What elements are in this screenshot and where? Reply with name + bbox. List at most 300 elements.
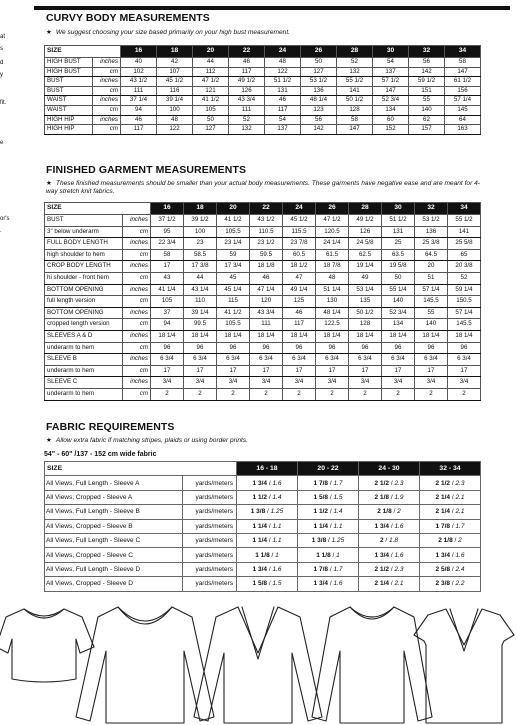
measurement-value: 96 [382, 342, 415, 354]
fabric-row [45, 562, 481, 576]
measurement-value: 96 [283, 342, 316, 354]
measurement-unit: inches [123, 215, 151, 227]
star-icon: ★ [46, 437, 52, 444]
measurement-value: 59.5 [250, 249, 283, 261]
measurement-value: 2 [184, 388, 217, 400]
measurement-row [45, 388, 481, 400]
measurement-value: 3/4 [382, 377, 415, 389]
measurement-unit: cm [123, 272, 151, 284]
meters-value: 1.5 [333, 493, 343, 501]
yards-value: 2 1/2 [374, 479, 390, 487]
amount-separator: / [389, 565, 395, 573]
size-group-header: 20 - 22 [298, 462, 359, 476]
measurement-value: 41 1/4 [151, 284, 184, 296]
edge-text: y [0, 72, 3, 78]
amount-separator: / [389, 551, 395, 559]
measurement-value: 43 1/2 [250, 215, 283, 227]
measurement-value: 25 5/8 [448, 238, 481, 250]
measurement-label: HIGH HIP [45, 115, 93, 125]
edge-text: fit. [0, 100, 7, 106]
measurement-value: 6 3/4 [151, 354, 184, 366]
measurement-row [45, 215, 481, 227]
measurement-value: 51 [415, 272, 448, 284]
measurement-value: 105 [151, 296, 184, 308]
measurement-value: 96 [151, 342, 184, 354]
measurement-value: 140 [415, 319, 448, 331]
fabric-amount [420, 519, 481, 533]
amount-separator: / [450, 551, 456, 559]
measurement-value: 17 [184, 365, 217, 377]
measurement-value: 107 [157, 67, 193, 77]
measurement-value: 55 1/4 [382, 284, 415, 296]
measurement-value: 48 [265, 58, 301, 68]
amount-separator: / [267, 537, 273, 545]
measurement-value: 46 [121, 115, 157, 125]
measurement-value: 18 1/4 [250, 330, 283, 342]
amount-separator: / [328, 508, 334, 516]
yards-value: 1 3/4 [374, 522, 390, 530]
yards-value: 1 3/4 [435, 551, 451, 559]
size-header-label: SIZE [45, 462, 237, 476]
measurement-value: 6 3/4 [283, 354, 316, 366]
size-group-header: 16 - 18 [237, 462, 298, 476]
fabric-amount [359, 533, 420, 547]
measurement-value: 17 3/4 [217, 261, 250, 273]
size-group-header: 24 - 30 [359, 462, 420, 476]
view-label: All Views, Cropped - Sleeve C [45, 548, 183, 562]
measurement-unit: cm [123, 342, 151, 354]
fabric-amount [420, 548, 481, 562]
size-column-header: 34 [445, 46, 481, 58]
yards-value: 2 5/8 [435, 565, 451, 573]
fabric-header-row [45, 462, 481, 476]
edge-text: or's [0, 216, 10, 222]
yards-meters-unit: yards/meters [183, 490, 237, 504]
measurement-value: 48 [316, 272, 349, 284]
yards-value: 1 3/4 [252, 565, 268, 573]
measurement-value: 37 1/2 [151, 215, 184, 227]
size-column-header: 26 [301, 46, 337, 58]
measurement-value: 47 1/4 [250, 284, 283, 296]
fabric-note [46, 437, 486, 445]
finished-note [46, 180, 486, 196]
measurement-row [45, 67, 481, 77]
measurement-value: 6 3/4 [448, 354, 481, 366]
meters-value: 2 [458, 537, 462, 545]
measurement-value: 18 1/4 [217, 330, 250, 342]
size-column-header: 28 [337, 46, 373, 58]
measurement-value: 53 1/2 [301, 77, 337, 87]
measurement-value: 105.5 [217, 319, 250, 331]
measurement-value: 55 1/2 [448, 215, 481, 227]
measurement-value: 126 [229, 86, 265, 96]
meters-value: 2.1 [394, 580, 404, 588]
measurement-value: 111 [121, 86, 157, 96]
measurement-value: 17 [415, 365, 448, 377]
measurement-value: 18 1/8 [250, 261, 283, 273]
meters-value: 1.7 [333, 479, 343, 487]
measurement-value: 53 1/2 [415, 215, 448, 227]
yards-value: 1 3/4 [313, 580, 329, 588]
long-sleeve-scoop-neck-icon [76, 607, 214, 723]
yards-value: 1 1/4 [252, 537, 268, 545]
measurement-value: 2 [316, 388, 349, 400]
fabric-note-text: Allow extra fabric if matching stripes, plaids or using border prints. [55, 437, 248, 444]
measurement-value: 43 1/2 [121, 77, 157, 87]
measurement-value: 3/4 [316, 377, 349, 389]
meters-value: 1.8 [389, 537, 399, 545]
measurement-row [45, 307, 481, 319]
measurement-value: 96 [349, 342, 382, 354]
size-header-label: SIZE [45, 46, 121, 58]
fabric-amount [298, 577, 359, 591]
measurement-label: HIGH HIP [45, 125, 93, 135]
yards-meters-unit: yards/meters [183, 548, 237, 562]
yards-value: 1 1/4 [313, 522, 329, 530]
measurement-value: 17 [283, 365, 316, 377]
measurement-row [45, 96, 481, 106]
measurement-value: 111 [250, 319, 283, 331]
measurement-value: 95 [151, 226, 184, 238]
measurement-row [45, 115, 481, 125]
measurement-value: 6 3/4 [250, 354, 283, 366]
measurement-value: 17 [217, 365, 250, 377]
measurement-value: 145.5 [448, 319, 481, 331]
meters-value: 2.2 [455, 580, 465, 588]
amount-separator: / [383, 537, 390, 545]
measurement-value: 17 [448, 365, 481, 377]
measurement-unit: inches [123, 238, 151, 250]
garment-illustrations [0, 605, 516, 725]
measurement-row [45, 365, 481, 377]
cropped-top-sleeve-b-icon [0, 609, 94, 682]
measurement-value: 120.5 [316, 226, 349, 238]
measurement-label: high shoulder to hem [45, 249, 123, 261]
measurement-value: 131 [265, 86, 301, 96]
measurement-value: 22 3/4 [151, 238, 184, 250]
measurement-value: 6 3/4 [217, 354, 250, 366]
amount-separator: / [267, 493, 273, 501]
measurement-value: 57 1/4 [448, 307, 481, 319]
measurement-value: 58 [337, 115, 373, 125]
measurement-value: 63.5 [382, 249, 415, 261]
fabric-amount [359, 577, 420, 591]
measurement-value: 57 1/4 [415, 284, 448, 296]
measurement-value: 117 [121, 125, 157, 135]
top-rule [34, 6, 510, 10]
measurement-value: 59 [217, 249, 250, 261]
fabric-row [45, 533, 481, 547]
measurement-unit: inches [123, 330, 151, 342]
measurement-unit: cm [93, 67, 121, 77]
measurement-value: 46 [250, 272, 283, 284]
measurement-value: 117 [283, 319, 316, 331]
view-label: All Views, Cropped - Sleeve B [45, 519, 183, 533]
fabric-amount [298, 519, 359, 533]
measurement-value: 141 [337, 86, 373, 96]
measurement-value: 61.5 [316, 249, 349, 261]
measurement-label: HIGH BUST [45, 58, 93, 68]
measurement-value: 55 [415, 307, 448, 319]
amount-separator: / [328, 580, 334, 588]
measurement-unit: cm [93, 125, 121, 135]
amount-separator: / [267, 479, 273, 487]
measurement-value: 58 [151, 249, 184, 261]
measurement-value: 42 [157, 58, 193, 68]
measurement-value: 3/4 [349, 377, 382, 389]
measurement-value: 2 [415, 388, 448, 400]
yards-value: 1 3/4 [374, 551, 390, 559]
measurement-unit: inches [93, 96, 121, 106]
finished-section-title: FINISHED GARMENT MEASUREMENTS [46, 164, 247, 176]
measurement-value: 140 [409, 105, 445, 115]
measurement-value: 18 1/4 [151, 330, 184, 342]
measurement-label: SLEEVE B [45, 354, 123, 366]
measurement-value: 127 [301, 67, 337, 77]
fabric-row [45, 505, 481, 519]
measurement-value: 50 [301, 58, 337, 68]
measurement-value: 20 3/8 [448, 261, 481, 273]
measurement-unit: cm [93, 86, 121, 96]
measurement-value: 117 [229, 67, 265, 77]
measurement-value: 123 [301, 105, 337, 115]
yards-value: 2 1/8 [377, 508, 392, 516]
measurement-label: underarm to hem [45, 365, 123, 377]
view-label: All Views, Cropped - Sleeve A [45, 490, 183, 504]
size-column-header: 26 [316, 203, 349, 215]
measurement-value: 141 [448, 226, 481, 238]
yards-meters-unit: yards/meters [183, 533, 237, 547]
star-icon: ★ [46, 29, 52, 36]
meters-value: 2 [397, 508, 401, 516]
measurement-value: 52 3/4 [382, 307, 415, 319]
measurement-value: 2 [448, 388, 481, 400]
fabric-amount [298, 476, 359, 490]
size-column-header: 22 [250, 203, 283, 215]
yards-value: 1 1/8 [255, 551, 270, 559]
fabric-amount [298, 562, 359, 576]
measurement-value: 3/4 [184, 377, 217, 389]
measurement-value: 64.5 [415, 249, 448, 261]
fabric-amount [420, 577, 481, 591]
measurement-value: 147 [337, 125, 373, 135]
measurement-value: 52 [448, 272, 481, 284]
view-label: All Views, Full Length - Sleeve A [45, 476, 183, 490]
measurement-row [45, 86, 481, 96]
measurement-value: 96 [250, 342, 283, 354]
measurement-value: 18 1/2 [283, 261, 316, 273]
edge-text: d [0, 60, 4, 66]
size-header-row [45, 46, 481, 58]
measurement-unit: cm [123, 296, 151, 308]
measurement-unit: inches [123, 284, 151, 296]
meters-value: 1.4 [333, 508, 343, 516]
fabric-width-subtitle: 54" - 60" /137 - 152 cm wide fabric [44, 451, 157, 458]
fabric-amount [298, 533, 359, 547]
amount-separator: / [328, 522, 334, 530]
fabric-amount [359, 476, 420, 490]
meters-value: 1.7 [455, 522, 465, 530]
meters-value: 1.6 [394, 551, 404, 559]
measurement-value: 45 1/2 [283, 215, 316, 227]
fabric-row [45, 476, 481, 490]
measurement-value: 94 [151, 319, 184, 331]
amount-separator: / [267, 565, 273, 573]
measurement-value: 136 [415, 226, 448, 238]
measurement-value: 23 1/2 [250, 238, 283, 250]
measurement-value: 145 [445, 105, 481, 115]
fabric-section-title: FABRIC REQUIREMENTS [46, 421, 175, 433]
measurement-value: 100 [184, 226, 217, 238]
measurement-label: BUST [45, 215, 123, 227]
measurement-value: 110.5 [250, 226, 283, 238]
measurement-label: SLEEVES A & D [45, 330, 123, 342]
measurement-unit: inches [93, 77, 121, 87]
meters-value: 1.6 [455, 551, 465, 559]
measurement-unit: inches [123, 261, 151, 273]
measurement-value: 3/4 [448, 377, 481, 389]
curvy-section-title: CURVY BODY MEASUREMENTS [46, 12, 210, 24]
measurement-value: 135 [349, 296, 382, 308]
measurement-value: 43 [151, 272, 184, 284]
fabric-amount [420, 562, 481, 576]
measurement-label: underarm to hem [45, 342, 123, 354]
measurement-value: 52 [337, 58, 373, 68]
measurement-value: 19 5/8 [382, 261, 415, 273]
measurement-value: 94 [121, 105, 157, 115]
amount-separator: / [389, 522, 395, 530]
measurement-value: 115 [217, 296, 250, 308]
measurement-value: 152 [373, 125, 409, 135]
measurement-value: 6 3/4 [316, 354, 349, 366]
yards-value: 2 1/2 [374, 565, 390, 573]
fabric-amount [237, 533, 298, 547]
finished-measurements-table [44, 202, 481, 401]
fabric-amount [237, 490, 298, 504]
long-sleeve-round-neck-icon [312, 607, 432, 723]
amount-separator: / [391, 508, 398, 516]
measurement-value: 19 1/4 [349, 261, 382, 273]
size-column-header: 30 [382, 203, 415, 215]
yards-meters-unit: yards/meters [183, 476, 237, 490]
measurement-value: 59 1/2 [409, 77, 445, 87]
size-header-row [45, 203, 481, 215]
amount-separator: / [267, 522, 273, 530]
fabric-row [45, 490, 481, 504]
measurement-value: 62 [409, 115, 445, 125]
measurement-row [45, 342, 481, 354]
measurement-value: 60 [373, 115, 409, 125]
size-column-header: 30 [373, 46, 409, 58]
fabric-amount [298, 505, 359, 519]
meters-value: 1.5 [272, 580, 282, 588]
measurement-value: 17 [349, 365, 382, 377]
measurement-value: 132 [229, 125, 265, 135]
size-column-header: 24 [265, 46, 301, 58]
measurement-value: 120 [250, 296, 283, 308]
measurement-row [45, 238, 481, 250]
measurement-value: 41 1/2 [217, 307, 250, 319]
measurement-row [45, 354, 481, 366]
amount-separator: / [269, 551, 276, 559]
measurement-value: 125 [283, 296, 316, 308]
measurement-row [45, 296, 481, 308]
measurement-value: 137 [373, 67, 409, 77]
size-column-header: 22 [229, 46, 265, 58]
amount-separator: / [265, 508, 271, 516]
measurement-value: 37 [151, 307, 184, 319]
amount-separator: / [328, 493, 334, 501]
measurement-value: 122.5 [316, 319, 349, 331]
yards-value: 2 1/2 [435, 479, 451, 487]
amount-separator: / [450, 580, 456, 588]
measurement-unit: cm [93, 105, 121, 115]
amount-separator: / [267, 580, 273, 588]
measurement-row [45, 105, 481, 115]
measurement-value: 18 1/4 [316, 330, 349, 342]
meters-value: 1.25 [270, 508, 284, 516]
measurement-value: 128 [337, 105, 373, 115]
measurement-value: 105.5 [217, 226, 250, 238]
measurement-label: CROP BODY LENGTH [45, 261, 123, 273]
size-column-header: 28 [349, 203, 382, 215]
measurement-unit: cm [123, 249, 151, 261]
measurement-value: 46 [283, 307, 316, 319]
measurement-value: 49 1/2 [349, 215, 382, 227]
measurement-value: 57 1/2 [373, 77, 409, 87]
measurement-value: 3/4 [217, 377, 250, 389]
measurement-value: 2 [151, 388, 184, 400]
measurement-value: 18 1/4 [415, 330, 448, 342]
fabric-amount [237, 577, 298, 591]
measurement-value: 56 [301, 115, 337, 125]
amount-separator: / [326, 537, 332, 545]
measurement-value: 60.5 [283, 249, 316, 261]
view-label: All Views, Cropped - Sleeve D [45, 577, 183, 591]
measurement-value: 51 1/2 [382, 215, 415, 227]
yards-value: 1 7/8 [313, 479, 329, 487]
meters-value: 1.1 [333, 522, 343, 530]
amount-separator: / [389, 493, 395, 501]
measurement-label: BOTTOM OPENING [45, 284, 123, 296]
measurement-value: 55 [409, 96, 445, 106]
edge-text: at [0, 34, 6, 40]
yards-value: 1 1/2 [313, 508, 329, 516]
measurement-row [45, 377, 481, 389]
fabric-amount [359, 519, 420, 533]
view-label: All Views, Full Length - Sleeve B [45, 505, 183, 519]
measurement-label: BUST [45, 86, 93, 96]
measurement-value: 43 1/4 [184, 284, 217, 296]
measurement-value: 96 [184, 342, 217, 354]
measurement-unit: cm [123, 319, 151, 331]
amount-separator: / [328, 479, 334, 487]
measurement-value: 48 1/4 [301, 96, 337, 106]
measurement-value: 17 [316, 365, 349, 377]
amount-separator: / [450, 565, 456, 573]
measurement-value: 2 [349, 388, 382, 400]
measurement-label: full length version [45, 296, 123, 308]
measurement-value: 2 [283, 388, 316, 400]
measurement-value: 157 [409, 125, 445, 135]
measurement-value: 147 [373, 86, 409, 96]
measurement-value: 147 [445, 67, 481, 77]
yards-value: 1 3/4 [252, 479, 268, 487]
measurement-value: 50 1/2 [337, 96, 373, 106]
meters-value: 1.4 [272, 493, 282, 501]
measurement-value: 20 [415, 261, 448, 273]
meters-value: 1.7 [333, 565, 343, 573]
